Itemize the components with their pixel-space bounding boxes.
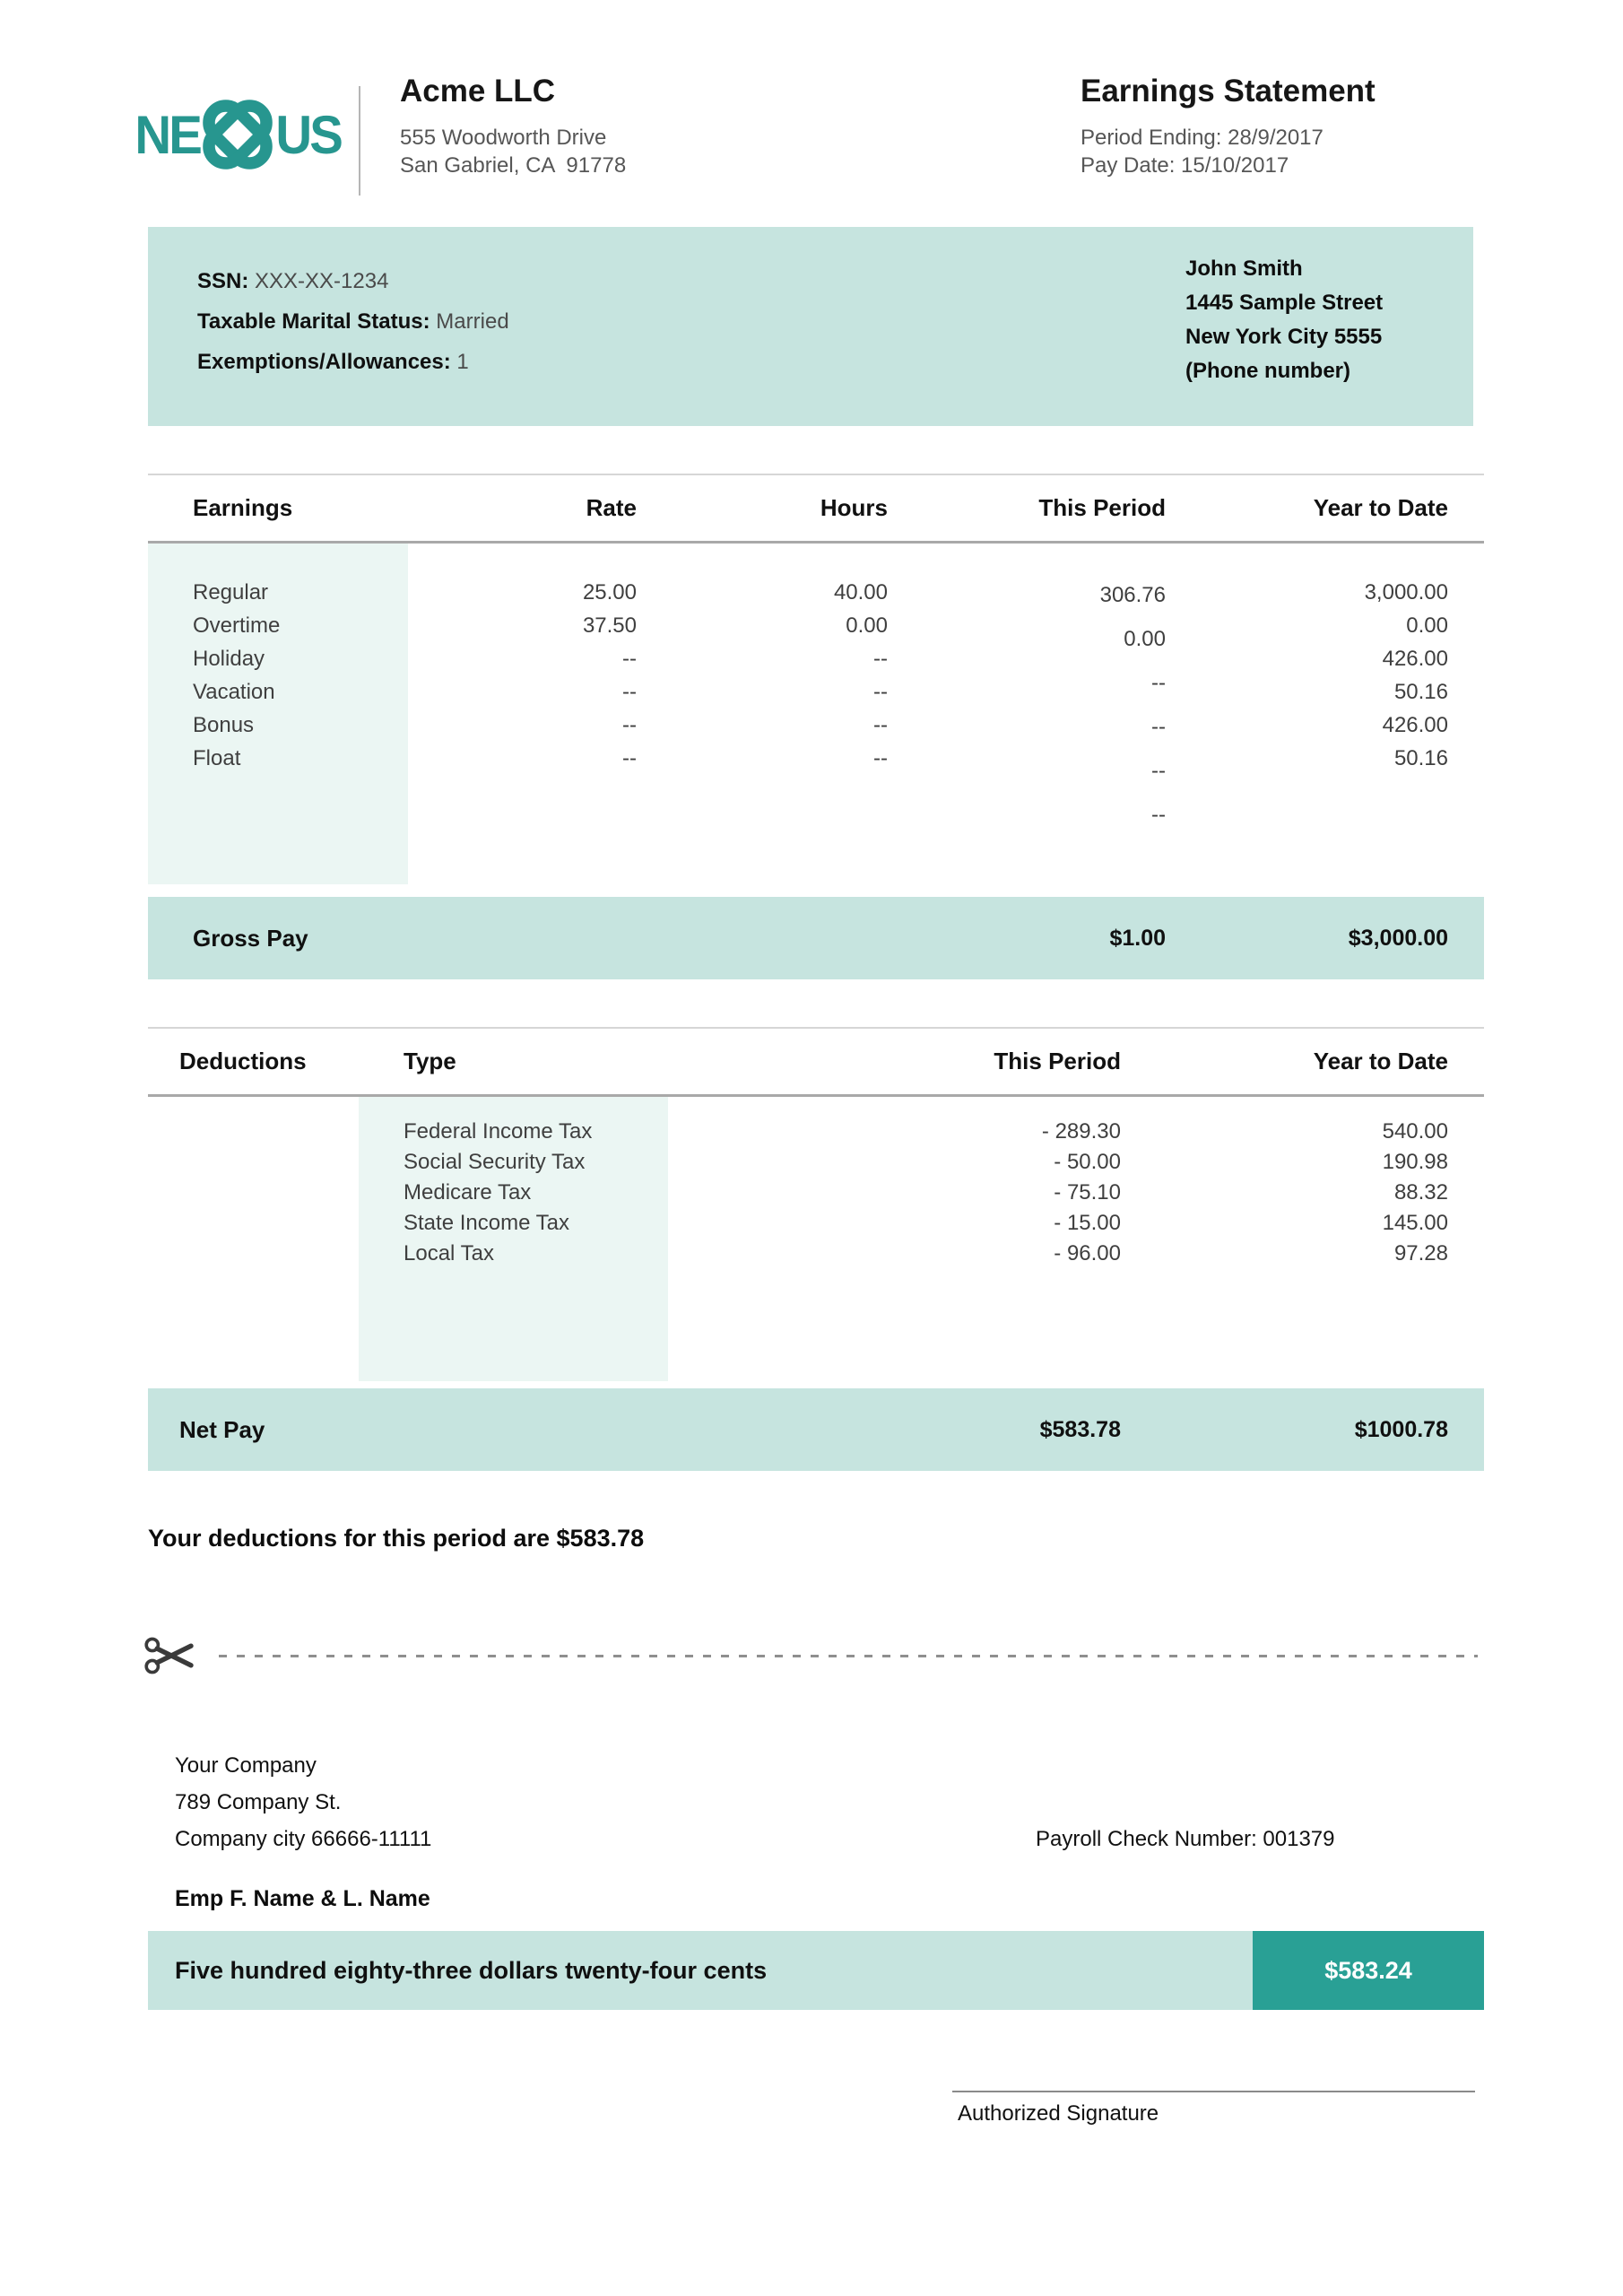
deduction-ytd-column xyxy=(1121,1097,1484,1381)
exemptions-row xyxy=(197,342,509,382)
ded-year-to-date-header: Year to Date xyxy=(1313,1048,1448,1074)
earnings-label: Vacation xyxy=(193,680,275,704)
this-period-header: This Period xyxy=(1038,494,1166,521)
deduction-ytd: 88.32 xyxy=(1393,1180,1448,1205)
rate-value: -- xyxy=(622,647,637,671)
hours-column xyxy=(637,544,888,884)
interlocked-x-icon xyxy=(193,90,282,179)
gross-pay-this-period: $1.00 xyxy=(1109,925,1166,951)
earnings-label: Regular xyxy=(193,580,269,604)
deduction-types-column xyxy=(359,1097,668,1381)
this-period-column xyxy=(888,544,1166,884)
ytd-value: 50.16 xyxy=(1393,746,1448,770)
year-to-date-column xyxy=(1166,544,1484,884)
net-pay-this-period: $583.78 xyxy=(1039,1416,1121,1442)
dashed-cut-line xyxy=(219,1655,1478,1657)
net-pay-label: Net Pay xyxy=(179,1415,265,1443)
gross-pay-bar xyxy=(148,897,1484,979)
net-pay-bar xyxy=(148,1388,1484,1471)
deductions-summary-text: Your deductions for this period are $583.78 xyxy=(148,1525,645,1552)
hours-value: -- xyxy=(873,647,888,671)
employee-address-block xyxy=(1185,252,1383,388)
deductions-table-body xyxy=(148,1097,1484,1381)
earnings-table-header xyxy=(148,474,1484,544)
this-period-value: -- xyxy=(1151,759,1166,783)
ytd-value: 0.00 xyxy=(1406,613,1448,638)
company-name: Acme LLC xyxy=(400,74,556,109)
footer-company-city: Company city 66666-11111 xyxy=(175,1827,432,1851)
company-block xyxy=(400,74,626,179)
earnings-header: Earnings xyxy=(193,494,293,521)
deduction-type: State Income Tax xyxy=(404,1211,569,1235)
employee-tax-info xyxy=(197,261,509,382)
deductions-header: Deductions xyxy=(179,1048,307,1074)
deduction-this-period-column xyxy=(668,1097,1121,1381)
marital-status-row xyxy=(197,301,509,342)
deduction-this-period: - 50.00 xyxy=(1054,1150,1121,1174)
statement-block xyxy=(1081,74,1376,179)
employee-address1: 1445 Sample Street xyxy=(1185,291,1384,315)
marital-status-value: Married xyxy=(430,309,509,334)
this-period-value: 306.76 xyxy=(1099,583,1166,607)
employee-phone: (Phone number) xyxy=(1185,359,1350,383)
deductions-table xyxy=(148,1027,1484,1471)
earnings-table xyxy=(148,474,1484,979)
earnings-label: Overtime xyxy=(193,613,281,638)
deduction-type: Medicare Tax xyxy=(404,1180,532,1205)
signature-line xyxy=(952,2091,1475,2092)
earnings-label: Float xyxy=(193,746,241,770)
amount-in-words: Five hundred eighty-three dollars twenty-four cents xyxy=(148,1931,1253,2010)
logo-text-suffix: US xyxy=(275,104,342,165)
deductions-table-header xyxy=(148,1027,1484,1097)
deduction-type: Social Security Tax xyxy=(404,1150,586,1174)
type-header: Type xyxy=(404,1048,456,1074)
ytd-value: 50.16 xyxy=(1393,680,1448,704)
footer-company-block xyxy=(175,1747,431,1857)
company-address-line2: San Gabriel, CA 91778 xyxy=(400,153,627,178)
ssn-row xyxy=(197,261,509,301)
rate-value: 37.50 xyxy=(582,613,637,638)
ytd-value: 426.00 xyxy=(1382,713,1448,737)
rate-value: -- xyxy=(622,713,637,737)
deduction-this-period: - 75.10 xyxy=(1054,1180,1121,1205)
rate-value: -- xyxy=(622,680,637,704)
ssn-value: XXX-XX-1234 xyxy=(248,269,389,293)
hours-value: -- xyxy=(873,746,888,770)
year-to-date-header: Year to Date xyxy=(1313,494,1448,521)
ytd-value: 426.00 xyxy=(1382,647,1448,671)
this-period-value: -- xyxy=(1151,671,1166,695)
gross-pay-label: Gross Pay xyxy=(193,924,308,952)
employee-address2: New York City 5555 xyxy=(1185,325,1383,349)
ssn-label: SSN: xyxy=(197,269,249,293)
rate-value: -- xyxy=(622,746,637,770)
deduction-type: Federal Income Tax xyxy=(404,1119,593,1144)
header-divider xyxy=(359,86,360,196)
logo-text-prefix: NE xyxy=(135,104,201,165)
employee-info-box xyxy=(148,227,1473,426)
signature-label: Authorized Signature xyxy=(958,2101,1159,2126)
marital-status-label: Taxable Marital Status: xyxy=(197,309,430,334)
amount-numeric: $583.24 xyxy=(1253,1931,1484,2010)
statement-title: Earnings Statement xyxy=(1081,74,1376,109)
earnings-labels-column xyxy=(148,544,408,884)
hours-value: -- xyxy=(873,713,888,737)
footer-company-street: 789 Company St. xyxy=(175,1790,342,1814)
this-period-value: -- xyxy=(1151,803,1166,827)
rate-column xyxy=(408,544,637,884)
payroll-check-number: Payroll Check Number: 001379 xyxy=(1036,1827,1335,1851)
deduction-ytd: 540.00 xyxy=(1382,1119,1448,1144)
earnings-label: Bonus xyxy=(193,713,255,737)
hours-value: 0.00 xyxy=(846,613,888,638)
this-period-value: 0.00 xyxy=(1124,627,1166,651)
cut-here-row xyxy=(143,1632,1478,1679)
pay-date: Pay Date: 15/10/2017 xyxy=(1081,153,1289,178)
deduction-this-period: - 15.00 xyxy=(1054,1211,1121,1235)
company-address-line1: 555 Woodworth Drive xyxy=(400,126,607,150)
deduction-ytd: 97.28 xyxy=(1393,1241,1448,1265)
hours-value: 40.00 xyxy=(833,580,888,604)
hours-header: Hours xyxy=(820,494,888,521)
scissors-icon xyxy=(143,1634,195,1677)
ytd-value: 3,000.00 xyxy=(1364,580,1448,604)
ded-this-period-header: This Period xyxy=(994,1048,1121,1074)
nexus-logo xyxy=(133,90,343,179)
deduction-this-period: - 96.00 xyxy=(1054,1241,1121,1265)
footer-company-name: Your Company xyxy=(175,1753,317,1778)
deduction-type: Local Tax xyxy=(404,1241,494,1265)
hours-value: -- xyxy=(873,680,888,704)
period-ending: Period Ending: 28/9/2017 xyxy=(1081,126,1324,150)
exemptions-value: 1 xyxy=(450,350,469,374)
deduction-this-period: - 289.30 xyxy=(1041,1119,1121,1144)
this-period-value: -- xyxy=(1151,715,1166,739)
gross-pay-ytd: $3,000.00 xyxy=(1348,925,1448,951)
net-pay-ytd: $1000.78 xyxy=(1354,1416,1448,1442)
earnings-table-body xyxy=(148,544,1484,884)
employee-name: John Smith xyxy=(1185,257,1303,281)
footer-employee-name: Emp F. Name & L. Name xyxy=(175,1886,430,1911)
rate-header: Rate xyxy=(586,494,637,521)
earnings-label: Holiday xyxy=(193,647,265,671)
rate-value: 25.00 xyxy=(582,580,637,604)
deduction-ytd: 190.98 xyxy=(1382,1150,1448,1174)
check-amount-bar xyxy=(148,1931,1484,2010)
deduction-ytd: 145.00 xyxy=(1382,1211,1448,1235)
exemptions-label: Exemptions/Allowances: xyxy=(197,350,451,374)
